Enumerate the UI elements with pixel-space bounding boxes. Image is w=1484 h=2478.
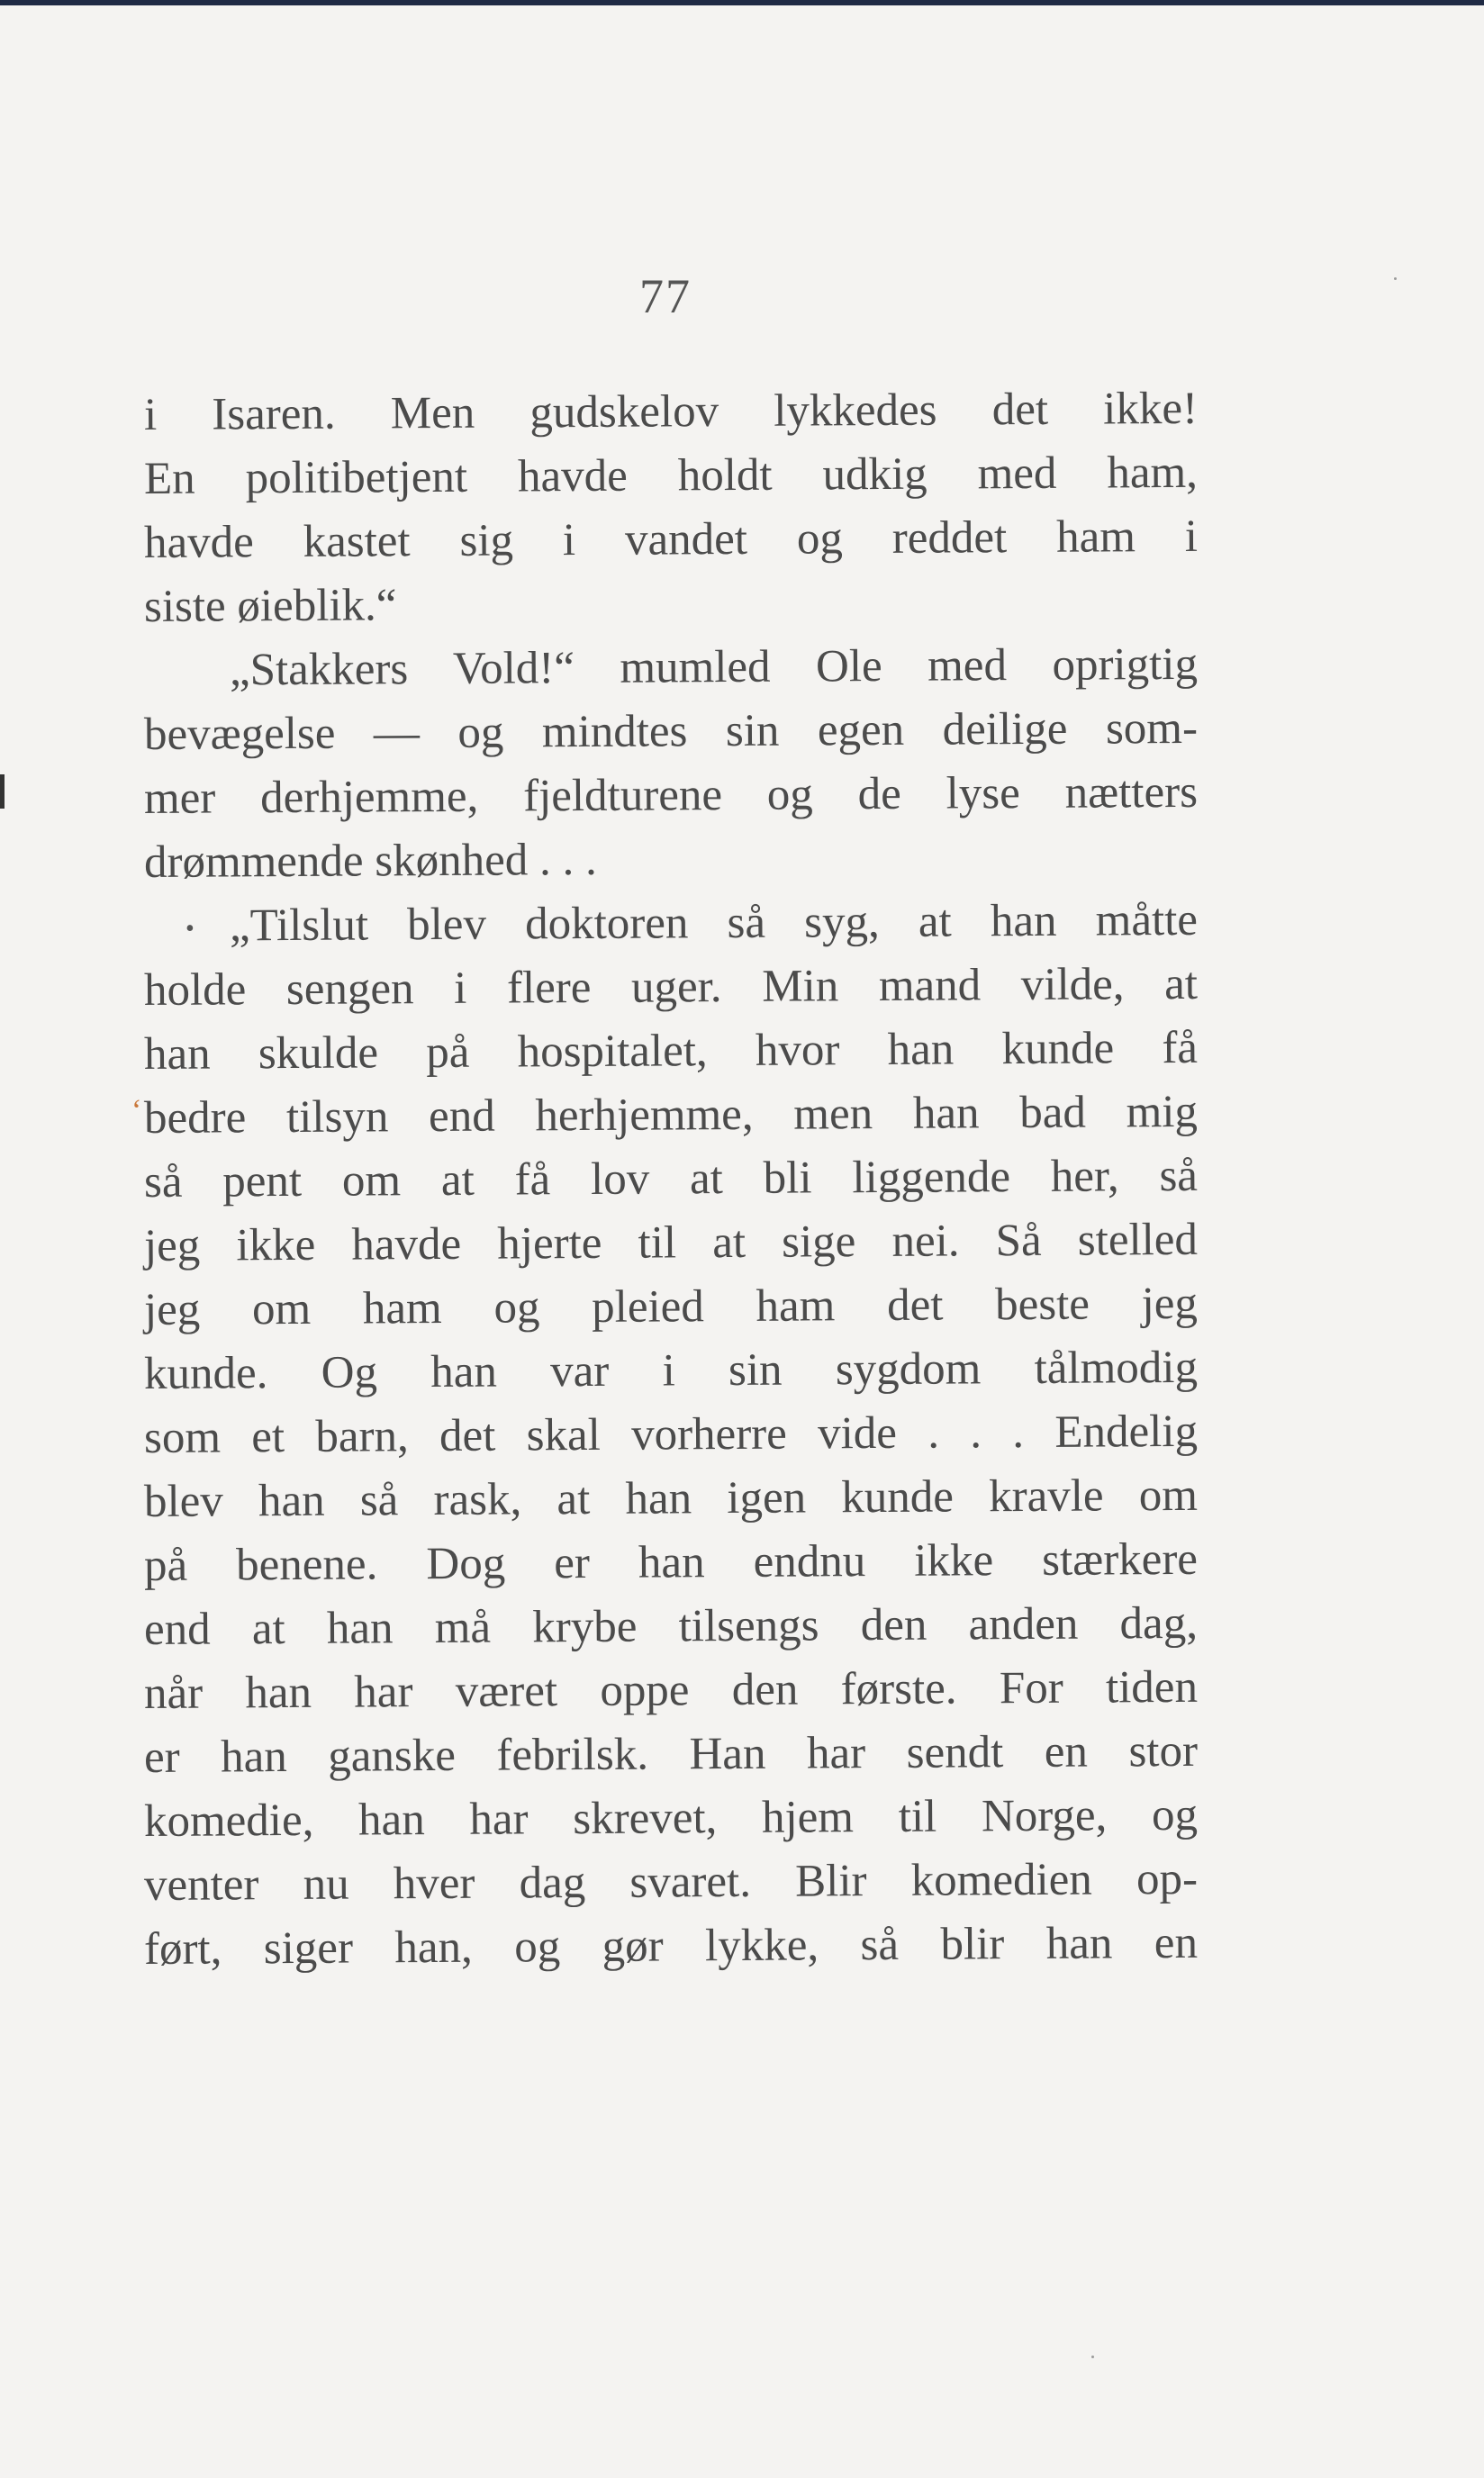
text-line: er han ganske febrilsk. Han har sendt en stor [143, 1725, 1199, 1783]
text-line: end at han må krybe tilsengs den anden dag, [143, 1597, 1199, 1655]
paper-speck [1394, 277, 1397, 280]
text-line: mer derhjemme, fjeldturene og de lyse nætters [143, 766, 1199, 824]
text-line: jeg ikke havde hjerte til at sige nei. Så stelled [143, 1214, 1199, 1271]
text-line: komedie, han har skrevet, hjem til Norge, og [143, 1789, 1199, 1847]
page-left-edge-mark [0, 774, 5, 809]
text-line: som et barn, det skal vorherre vide . . . Endelig [143, 1406, 1199, 1463]
margin-bullet-mark: • [186, 915, 195, 943]
text-line: En politibetjent havde holdt udkig med ham, [143, 447, 1199, 504]
paper-speck [1091, 2356, 1094, 2358]
text-line: bevægelse — og mindtes sin egen deilige som- [143, 702, 1199, 760]
text-line: drømmende skønhed . . . [143, 834, 597, 888]
page-top-edge [0, 0, 1484, 5]
text-line: når han har været oppe den første. For tiden [143, 1661, 1199, 1719]
text-line: venter nu hver dag svaret. Blir komedien op- [143, 1853, 1199, 1911]
text-line: siste øieblik.“ [143, 580, 397, 632]
page-number: 77 [639, 269, 692, 323]
text-line: havde kastet sig i vandet og reddet ham i [143, 511, 1199, 568]
text-line: i Isaren. Men gudskelov lykkedes det ikke! [143, 383, 1199, 440]
text-line: ført, siger han, og gør lykke, så blir han en [143, 1917, 1199, 1975]
text-line: jeg om ham og pleied ham det beste jeg [143, 1278, 1199, 1335]
text-line: kunde. Og han var i sin sygdom tålmodig [143, 1342, 1199, 1399]
text-line: blev han så rask, at han igen kunde kravle om [143, 1470, 1199, 1527]
text-line: „Stakkers Vold!“ mumled Ole med oprigtig [229, 638, 1199, 696]
text-line: på benene. Dog er han endnu ikke stærkere [143, 1533, 1199, 1591]
body-text [144, 384, 1198, 1982]
text-line: holde sengen i flere uger. Min mand vilde, at [143, 958, 1199, 1016]
margin-tick-mark: ‘ [131, 1094, 142, 1127]
text-line: „Tilslut blev doktoren så syg, at han måtte [229, 894, 1199, 952]
text-line: så pent om at få lov at bli liggende her, så [143, 1150, 1199, 1207]
text-line: bedre tilsyn end herhjemme, men han bad mig [143, 1086, 1199, 1144]
text-line: han skulde på hospitalet, hvor han kunde få [143, 1022, 1199, 1080]
